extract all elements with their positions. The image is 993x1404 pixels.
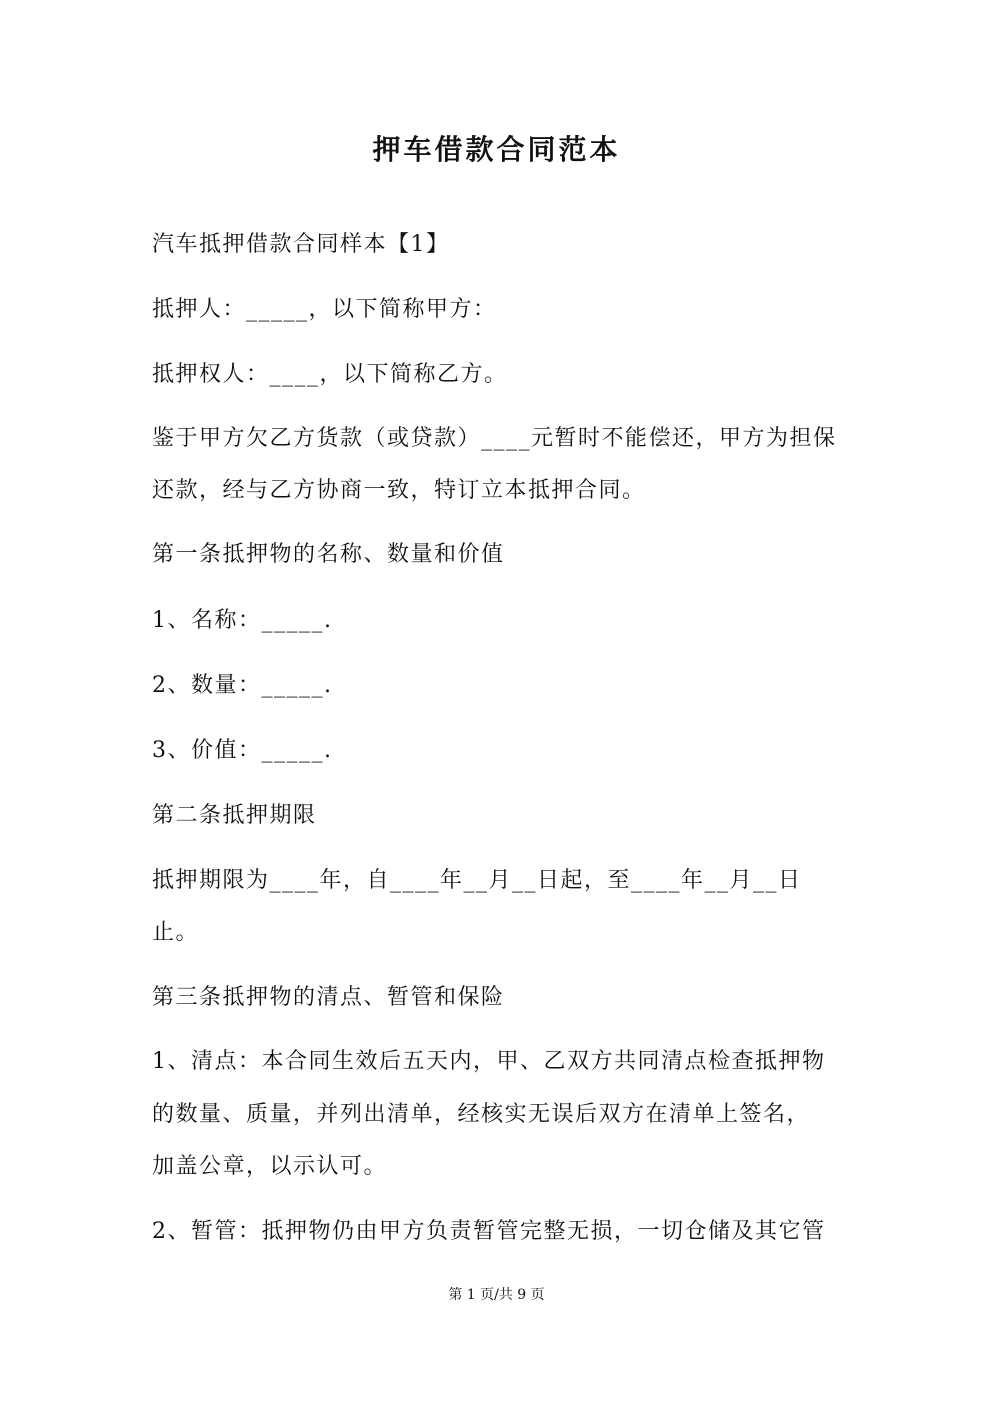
paragraph-line: 1、清点：本合同生效后五天内，甲、乙双方共同清点检查抵押物 [152, 1049, 826, 1074]
article-heading: 第一条抵押物的名称、数量和价值 [152, 542, 505, 567]
paragraph-line: 1、名称：_____. [152, 608, 333, 633]
article-heading: 第三条抵押物的清点、暂管和保险 [152, 985, 505, 1010]
article-heading: 第二条抵押期限 [152, 803, 317, 828]
paragraph-line: 加盖公章，以示认可。 [152, 1154, 388, 1179]
document-title: 押车借款合同范本 [372, 133, 621, 166]
page-footer: 第 1 页/共 9 页 [448, 1287, 545, 1303]
paragraph-line: 2、暂管：抵押物仍由甲方负责暂管完整无损，一切仓储及其它管 [152, 1219, 826, 1244]
paragraph-line: 抵押人：_____，以下简称甲方： [152, 297, 497, 322]
paragraph-line: 2、数量：_____. [152, 673, 333, 698]
paragraph-line: 的数量、质量，并列出清单，经核实无误后双方在清单上签名， [152, 1102, 811, 1127]
paragraph-line: 还款，经与乙方协商一致，特订立本抵押合同。 [152, 478, 646, 503]
paragraph-line: 抵押期限为____年，自____年__月__日起，至____年__月__日 [152, 868, 802, 893]
paragraph-line: 鉴于甲方欠乙方货款（或贷款）____元暂时不能偿还，甲方为担保 [152, 426, 837, 451]
paragraph-line: 3、价值：_____. [152, 738, 333, 763]
section-heading: 汽车抵押借款合同样本【1】 [152, 232, 450, 257]
paragraph-line: 抵押权人：____，以下简称乙方。 [152, 362, 508, 387]
paragraph-line: 止。 [152, 920, 200, 945]
